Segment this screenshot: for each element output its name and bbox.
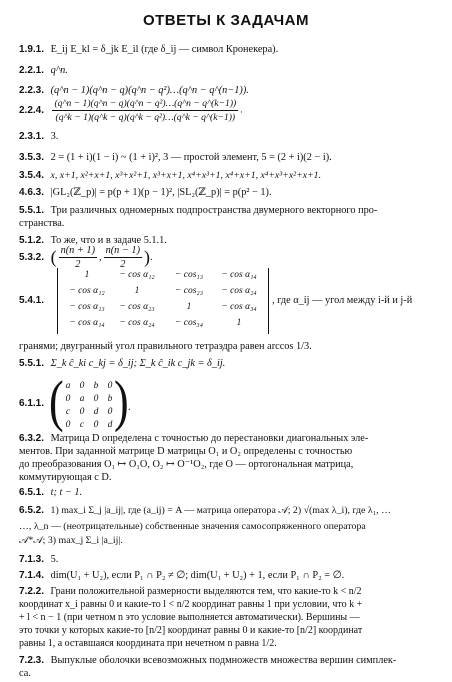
matrix-cell: d [107,420,113,430]
answer-5-5-1-b [19,357,442,370]
answer-2-2-3 [19,84,442,97]
answer-text: , где α_ij — угол между i-й и j-й [272,295,413,306]
answer-text: Σ_k ĉ_ki c_kj = δ_ij; Σ_k ĉ_ik c_jk = δ_ij. [50,358,226,369]
answer-number: 6.5.1. [19,487,45,498]
answer-number: 4.6.3. [19,187,45,198]
answer-number: 5.5.1. [19,358,45,369]
answer-text-line-1: 1) max_i Σ_j |a_ij|, где (a_ij) = A — матрица оператора 𝒜; 2) √(max λ_i), где λ₁, … [50,505,391,516]
answer-5-3-2: 5.3.2. ( $\frac{n(n + 1)}{2}$ , $\frac{n(n - 1)}{2}$ ). [19,245,153,270]
determinant-cell: 1 [134,286,140,296]
answer-text: t; t − 1. [50,487,83,498]
matrix-cell: 0 [107,407,113,417]
answer-number: 6.1.1. [19,398,45,409]
answer-2-3-1 [19,130,442,143]
answer-text-line-1: Грани положительной размерности выделяются тем, что какие-то k < n/2 [50,586,362,597]
denominator: 2 [75,259,81,270]
matrix-cell: 0 [93,420,99,430]
determinant-cell: − cos α₃₄ [221,302,257,312]
determinant-cell: − cos₃₄ [174,318,204,328]
answer-text: (q^n − 1)(q^n − q)(q^n − q²)…(q^n − q^(n−1)). [50,85,249,96]
denominator: (q^k − 1)(q^k − q)(q^k − q²)…(q^k − q^(k−1)) [55,112,236,123]
answer-2-2-4 [19,97,442,124]
matrix-cell: 0 [65,420,71,430]
period: . [128,402,131,413]
answer-text: |GL₂(ℤ_p)| = p(p + 1)(p − 1)², |SL₂(ℤ_p)| = p(p² − 1). [50,187,272,198]
matrix-right-paren: ) [114,369,129,434]
matrix-cell: c [79,420,85,430]
answer-number: 5.5.1. [19,205,45,216]
numerator: n(n + 1) [60,245,96,256]
matrix-cell: 0 [93,394,99,404]
answer-7-2-2-line-3: + l < n − 1 (при четном n это условие выполняется автоматически). Вершины — [19,612,360,623]
answer-text-line-1: Выпуклые оболочки всевозможных подмножеств множества вершин симплек- [50,655,397,666]
answer-6-3-2-line-4: коммутирующая с D. [19,472,112,483]
matrix-cell: a [65,381,71,391]
answer-number: 3.5.4. [19,170,45,181]
matrix-cell: 0 [65,394,71,404]
answer-number: 5.1.2. [19,235,45,246]
matrix-cell: 0 [79,407,85,417]
answer-text-line-1: Матрица D определена с точностью до перестановки диагональных эле- [50,433,369,444]
matrix-cell: b [107,394,113,404]
determinant-cell: − cos α₁₂ [69,286,105,296]
answer-5-5-1-a [19,204,442,217]
matrix-cell: d [93,407,99,417]
answer-number: 2.2.4. [19,104,45,116]
answer-6-5-2-line-3: 𝒜*𝒜; 3) max_j Σ_i |a_ij|. [19,535,123,546]
matrix-cell: 0 [107,381,113,391]
answer-2-2-1 [19,64,442,77]
answer-5-5-1-a-line-2: странства. [19,218,65,229]
answer-text-line-1: Три различных одномерных подпространства двумерного векторного про- [50,205,378,216]
answer-3-5-4 [19,169,442,182]
determinant-cell: 1 [236,318,242,328]
answer-7-2-2 [19,585,442,598]
answer-number: 3.5.3. [19,152,45,163]
answer-6-5-2 [19,504,442,517]
answer-text: 2 = (1 + i)(1 − i) ~ (1 + i)², 3 — простой элемент, 5 = (2 + i)(2 − i). [50,152,332,163]
matrix-cell: b [93,381,99,391]
answer-7-2-2-line-5: равны 1, а оставшаяся координата при нечетном n равна 1/2. [19,638,277,649]
answer-3-5-3 [19,151,442,164]
determinant-cell: 1 [186,302,192,312]
answer-text: x, x+1, x²+x+1, x³+x²+1, x³+x+1, x⁴+x³+1, x⁴+x+1, x⁴+x³+x²+x+1. [50,170,322,181]
answer-number: 6.3.2. [19,433,45,444]
determinant-cell: 1 [84,270,90,280]
determinant-cell: − cos α₂₃ [119,302,155,312]
determinant-cell: − cos α₁₄ [221,270,257,280]
answer-number: 5.3.2. [19,251,45,263]
determinant-left-bar [57,268,58,334]
determinant-cell: − cos α₂₄ [119,318,155,328]
matrix-cell: c [65,407,71,417]
period: . [240,104,243,116]
answer-6-3-2-line-3: до преобразования O₁ ↦ O₁O, O₂ ↦ O⁻¹O₂, где O — ортогональная матрица, [19,459,354,470]
answer-number: 7.1.3. [19,554,45,565]
answer-text: То же, что и в задаче 5.1.1. [50,235,167,246]
answer-text: E_ij E_kl = δ_jk E_il (где δ_ij — символ Кронекера). [50,44,279,55]
answer-text: 5. [50,554,59,565]
answer-6-3-2-line-2: ментов. При заданной матрице D матрицы O₁ и O₂ определены с точностью [19,446,353,457]
answer-text: dim(U₁ + U₂), если P₁ ∩ P₂ ≠ ∅; dim(U₁ + U₂) + 1, если P₁ ∩ P₂ = ∅. [50,570,345,581]
answer-7-2-3 [19,654,442,667]
answer-4-6-3 [19,186,442,199]
answer-number: 2.2.1. [19,65,45,76]
matrix-left-paren: ( [49,369,64,434]
fraction-a [59,244,97,271]
answer-number: 6.5.2. [19,505,45,516]
answer-1-9-1 [19,43,442,56]
answer-number: 2.3.1. [19,131,45,142]
determinant-right-bar [268,268,269,334]
answer-number: 2.2.3. [19,85,45,96]
answer-number: 1.9.1. [19,44,45,55]
answer-7-2-3-line-2: са. [19,668,31,679]
answer-5-4-1-line-2: гранями; двугранный угол правильного тетраэдра равен arccos 1/3. [19,341,312,352]
denominator: 2 [120,259,126,270]
answer-7-1-3 [19,553,442,566]
matrix-cell: 0 [79,381,85,391]
matrix-cell: a [79,394,85,404]
fraction [52,97,238,124]
determinant-cell: − cos α₂₄ [221,286,257,296]
numerator: (q^n − 1)(q^n − q)(q^n − q²)…(q^n − q^(k−1)) [54,98,237,109]
answer-text: 3. [50,131,59,142]
answer-6-5-1 [19,486,442,499]
answer-text: q^n. [50,65,68,76]
answer-6-5-2-line-2: …, λ_n — (неотрицательные) собственные значения самосопряженного оператора [19,521,366,532]
determinant-cell: − cos α₁₂ [119,270,155,280]
fraction-b [104,244,142,271]
determinant-cell: − cos α₁₃ [69,302,105,312]
numerator: n(n − 1) [105,245,140,256]
page-title: ОТВЕТЫ К ЗАДАЧАМ [142,12,310,29]
answer-7-2-2-line-4: это точки у которых какие-то [n/2] координат равны 0 и какие-то [n/2] координат [19,625,363,636]
answer-number: 7.2.3. [19,655,45,666]
answer-number: 7.1.4. [19,570,45,581]
answer-7-2-2-line-2: координат x_i равны 0 и какие-то l < n/2 координат равны 1 при условии, что k + [19,599,363,610]
determinant-cell: − cos₂₃ [174,286,204,296]
answer-6-3-2 [19,432,442,445]
answer-number: 5.4.1. [19,295,45,306]
determinant-cell: − cos₁₃ [174,270,204,280]
answer-number: 7.2.2. [19,586,45,597]
answer-7-1-4 [19,569,442,582]
determinant-cell: − cos α₁₄ [69,318,105,328]
